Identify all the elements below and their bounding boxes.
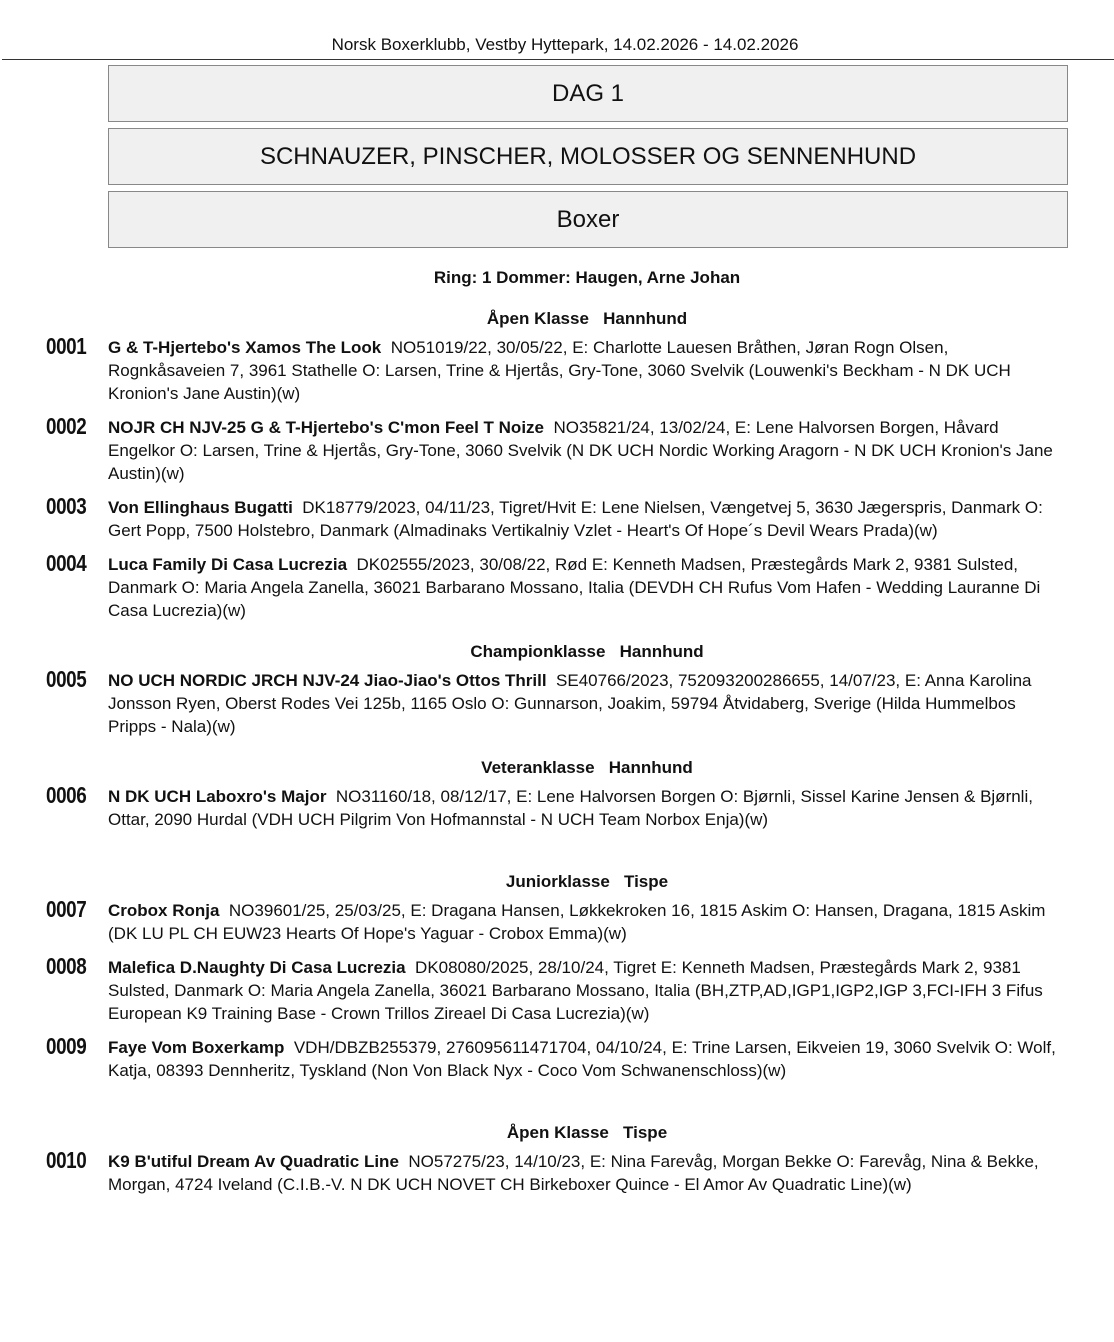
entry-number: 0001: [46, 333, 87, 359]
catalog-entry: [46, 896, 1066, 945]
entry-details: NO57275/23, 14/10/23, E: Nina Farevåg, Morgan Bekke O: Farevåg, Nina & Bekke, Morgan, 4724 Iveland (C.I.B.-V. N DK UCH NOVET CH Birkeboxer Quince - El Amor Av Quadratic Line)(w): [108, 1152, 1039, 1194]
breed-banner: Boxer: [108, 191, 1068, 248]
dog-name: Luca Family Di Casa Lucrezia: [108, 555, 348, 574]
dog-name: G & T-Hjertebo's Xamos The Look: [108, 338, 382, 357]
catalog-entry: [46, 413, 1066, 485]
dog-name: K9 B'utiful Dream Av Quadratic Line: [108, 1152, 399, 1171]
entry-details: VDH/DBZB255379, 276095611471704, 04/10/24, E: Trine Larsen, Eikveien 19, 3060 Svelvik O: Wolf, Katja, 08393 Dennheritz, Tyskland (Non Von Black Nyx - Coco Vom Schwanenschloss)(w): [108, 1038, 1056, 1080]
class-heading: Championklasse Hannhund: [470, 642, 704, 661]
dog-name: Faye Vom Boxerkamp: [108, 1038, 285, 1057]
entry-details: DK18779/2023, 04/11/23, Tigret/Hvit E: Lene Nielsen, Vængetvej 5, 3630 Jægerspris, Danmark O: Gert Popp, 7500 Holstebro, Danmark (Almadinaks Vertikalniy Vzlet - Heart's Of Hope´s Devil Wears Prada)(w): [108, 498, 1043, 540]
entry-details: SE40766/2023, 752093200286655, 14/07/23, E: Anna Karolina Jonsson Ryen, Oberst Rodes Vei 125b, 1165 Oslo O: Gunnarson, Joakim, 59794 Åtvidaberg, Sverige (Hilda Hummelbos Pripps - Nala)(w): [108, 671, 1032, 736]
entry-number: 0010: [46, 1147, 87, 1173]
header-divider: [2, 59, 1114, 60]
catalog-entry: [46, 1147, 1066, 1196]
ring-judge-info: Ring: 1 Dommer: Haugen, Arne Johan: [433, 268, 741, 287]
catalog-entry: [46, 550, 1066, 622]
entry-number: 0007: [46, 896, 87, 922]
entry-number: 0002: [46, 413, 87, 439]
dog-name: Crobox Ronja: [108, 901, 220, 920]
catalog-entry: [46, 953, 1066, 1025]
catalog-entry: [46, 493, 1066, 542]
page-header: Norsk Boxerklubb, Vestby Hyttepark, 14.02.2026 - 14.02.2026: [331, 35, 799, 54]
entry-details: DK02555/2023, 30/08/22, Rød E: Kenneth Madsen, Præstegårds Mark 2, 9381 Sulsted, Danmark O: Maria Angela Zanella, 36021 Barbarano Mossano, Italia (DEVDH CH Rufus Vom Hafen - Wedding Lauranne Di Casa Lucrezia)(w): [108, 555, 1041, 620]
entry-number: 0004: [46, 550, 87, 576]
entry-details: NO31160/18, 08/12/17, E: Lene Halvorsen Borgen O: Bjørnli, Sissel Karine Jensen & Bjørnli, Ottar, 2090 Hurdal (VDH UCH Pilgrim Von Hofmannstal - N UCH Team Norbox Enja)(w): [108, 787, 1033, 829]
entry-details: DK08080/2025, 28/10/24, Tigret E: Kenneth Madsen, Præstegårds Mark 2, 9381 Sulsted, Danmark O: Maria Angela Zanella, 36021 Barbarano Mossano, Italia (BH,ZTP,AD,IGP1,IGP2,IGP 3,FCI-IFH 3 Fifus European K9 Training Base - Crown Trillos Zireael Di Casa Lucrezia)(w): [108, 958, 1043, 1023]
catalog-entry: [46, 1033, 1066, 1082]
class-heading: Åpen Klasse Tispe: [506, 1123, 668, 1142]
class-heading: Juniorklasse Tispe: [505, 872, 669, 891]
dog-name: Malefica D.Naughty Di Casa Lucrezia: [108, 958, 406, 977]
entry-number: 0008: [46, 953, 87, 979]
dog-name: Von Ellinghaus Bugatti: [108, 498, 293, 517]
class-heading: Åpen Klasse Hannhund: [486, 309, 688, 328]
catalog-content: [0, 266, 1114, 1207]
entry-details: NO35821/24, 13/02/24, E: Lene Halvorsen Borgen, Håvard Engelkor O: Larsen, Trine & Hjertås, Gry-Tone, 3060 Svelvik (N DK UCH Nordic Working Aragorn - N DK UCH Kronion's Jane Austin)(w): [108, 418, 1053, 483]
dog-name: N DK UCH Laboxro's Major: [108, 787, 327, 806]
entry-details: NO51019/22, 30/05/22, E: Charlotte Lauesen Bråthen, Jøran Rogn Olsen, Rognkåsaveien 7, 3961 Stathelle O: Larsen, Trine & Hjertås, Gry-Tone, 3060 Svelvik (Louwenki's Beckham - N DK UCH Kronion's Jane Austin)(w): [108, 338, 1011, 403]
dog-name: NOJR CH NJV-25 G & T-Hjertebo's C'mon Feel T Noize: [108, 418, 544, 437]
day-banner: DAG 1: [108, 65, 1068, 122]
dog-name: NO UCH NORDIC JRCH NJV-24 Jiao-Jiao's Ottos Thrill: [108, 671, 547, 690]
group-banner: SCHNAUZER, PINSCHER, MOLOSSER OG SENNENHUND: [108, 128, 1068, 185]
entry-number: 0003: [46, 493, 87, 519]
class-heading: Veteranklasse Hannhund: [481, 758, 693, 777]
entry-details: NO39601/25, 25/03/25, E: Dragana Hansen, Løkkekroken 16, 1815 Askim O: Hansen, Dragana, 1815 Askim (DK LU PL CH EUW23 Hearts Of Hope's Yaguar - Crobox Emma)(w): [108, 901, 1046, 943]
catalog-entry: [46, 666, 1066, 738]
entry-number: 0009: [46, 1033, 87, 1059]
entry-number: 0005: [46, 666, 87, 692]
catalog-entry: [46, 333, 1066, 405]
catalog-entry: [46, 782, 1066, 831]
entry-number: 0006: [46, 782, 87, 808]
